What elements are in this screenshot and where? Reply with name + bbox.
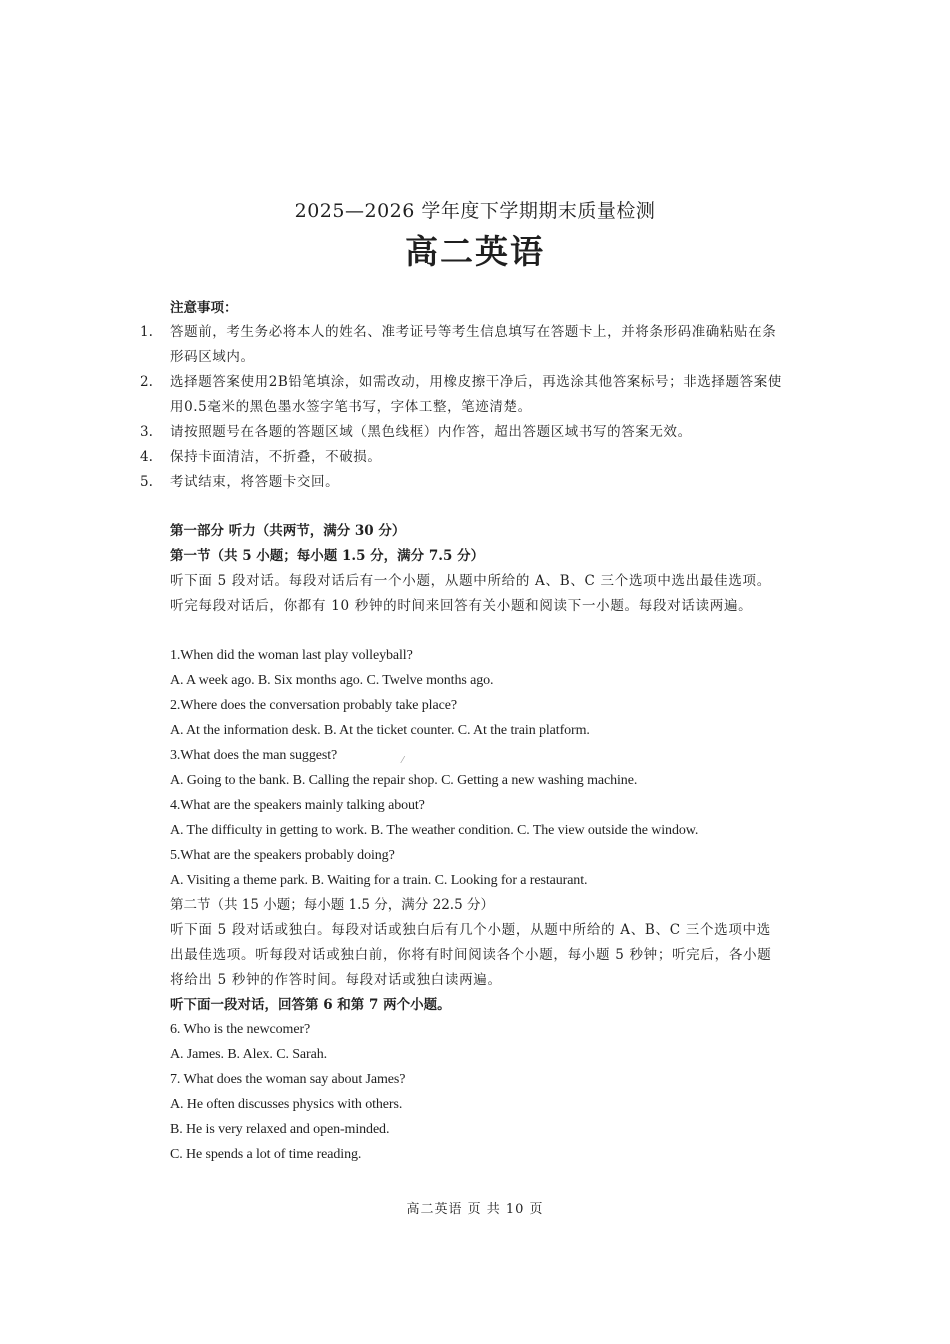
notice-text: 保持卡面清洁，不折叠，不破损。 (170, 449, 382, 465)
notice-heading: 注意事项： (170, 300, 238, 316)
question-options: A. James. B. Alex. C. Sarah. (170, 1047, 328, 1062)
notice-number: 2. (140, 374, 153, 390)
notice-number: 5. (140, 474, 153, 490)
notice-number: 3. (140, 424, 153, 440)
notice-text: 答题前，考生务必将本人的姓名、准考证号等考生信息填写在答题卡上，并将条形码准确粘贴在条形码区域内。 (170, 324, 777, 365)
question-option: B. He is very relaxed and open-minded. (170, 1122, 390, 1137)
question-option: C. He spends a lot of time reading. (170, 1147, 362, 1162)
question-text: 5.What are the speakers probably doing? (170, 848, 395, 863)
question-options: A. Visiting a theme park. B. Waiting for a train. C. Looking for a restaurant. (170, 873, 588, 888)
exam-title: 高二英语 (405, 232, 545, 271)
question-text: 3.What does the man suggest? (170, 748, 338, 763)
section2-heading: 第二节（共 15 小题；每小题 1.5 分，满分 22.5 分） (170, 897, 494, 913)
group-heading: 听下面一段对话，回答第 6 和第 7 两个小题。 (170, 997, 451, 1013)
question-text: 1.When did the woman last play volleyball? (170, 648, 413, 663)
question-options: A. A week ago. B. Six months ago. C. Twelve months ago. (170, 673, 494, 688)
section1-instructions: 听下面 5 段对话。每段对话后有一个小题，从题中所给的 A、B、C 三个选项中选出最佳选项。听完每段对话后，你都有 10 秒钟的时间来回答有关小题和阅读下一小题。每段对话读两遍。 (170, 573, 771, 614)
question-options: A. At the information desk. B. At the ticket counter. C. At the train platform. (170, 723, 590, 738)
exam-subtitle: 2025—2026 学年度下学期期末质量检测 (294, 200, 656, 222)
notice-text: 考试结束，将答题卡交回。 (170, 474, 340, 490)
question-options: A. Going to the bank. B. Calling the repair shop. C. Getting a new washing machine. (170, 773, 638, 788)
notice-number: 1. (140, 324, 153, 340)
scan-mark: ⁄ (402, 756, 404, 766)
part1-heading: 第一部分 听力（共两节，满分 30 分） (170, 523, 406, 539)
question-text: 6. Who is the newcomer? (170, 1022, 311, 1037)
notice-text: 选择题答案使用2B铅笔填涂，如需改动，用橡皮擦干净后，再选涂其他答案标号；非选择题答案使用0.5毫米的黑色墨水签字笔书写，字体工整，笔迹清楚。 (170, 374, 782, 415)
question-option: A. He often discusses physics with others. (170, 1097, 403, 1112)
question-text: 7. What does the woman say about James? (170, 1072, 406, 1087)
section1-heading: 第一节（共 5 小题；每小题 1.5 分，满分 7.5 分） (170, 548, 485, 564)
page-footer: 高二英语 页 共 10 页 (406, 1202, 544, 1217)
question-options: A. The difficulty in getting to work. B. The weather condition. C. The view outside the window. (170, 823, 699, 838)
notice-number: 4. (140, 449, 153, 465)
question-text: 2.Where does the conversation probably take place? (170, 698, 457, 713)
notice-text: 请按照题号在各题的答题区域（黑色线框）内作答，超出答题区域书写的答案无效。 (170, 424, 692, 440)
section2-instructions: 听下面 5 段对话或独白。每段对话或独白后有几个小题，从题中所给的 A、B、C 三个选项中选出最佳选项。听每段对话或独白前，你将有时间阅读各个小题，每小题 5 秒钟；听完后，各小题将给出 5 秒钟的作答时间。每段对话或独白读两遍。 (170, 922, 772, 988)
question-text: 4.What are the speakers mainly talking about? (170, 798, 425, 813)
